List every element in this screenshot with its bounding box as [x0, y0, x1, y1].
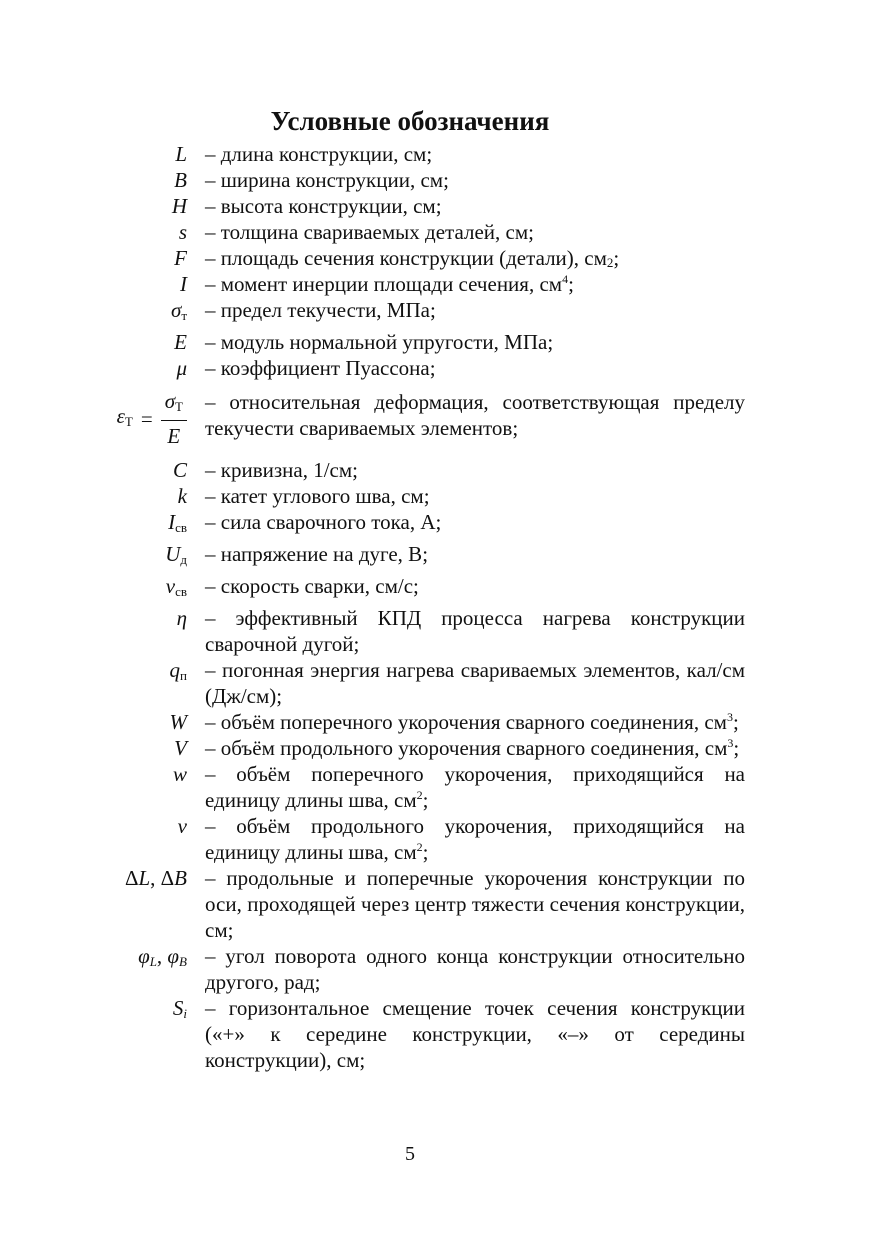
symbol-I-sv-sub: св [175, 520, 187, 535]
symbol-v-sv [80, 573, 205, 605]
symbol-q-p [80, 657, 205, 709]
symbol-sigma-t-main: σ [170, 298, 182, 322]
symbol-epsilon-formula [80, 389, 205, 449]
page-number: 5 [405, 1143, 415, 1165]
symbol-I-sv [80, 509, 205, 541]
definition-W [205, 709, 745, 735]
symbol-S-i-main: S [172, 996, 184, 1020]
definition-w [205, 761, 745, 813]
formula-lhs [117, 403, 133, 435]
list-item-v [80, 813, 745, 865]
fraction-numerator [161, 389, 187, 421]
symbol-k: k [177, 484, 187, 508]
definition-W-text: – объём поперечного укорочения сварного соединения, см [205, 710, 727, 734]
symbol-delta-sep: , [150, 866, 161, 890]
list-item-V [80, 735, 745, 761]
definition-w-text: – объём поперечного укорочения, приходящийся на единицу длины шва, см [205, 762, 745, 812]
symbol-eta: η [176, 606, 187, 630]
definition-F-sub: 2 [606, 255, 614, 270]
symbol-L: L [175, 142, 187, 166]
definition-w-end: ; [422, 788, 429, 812]
symbol-S-i-sub: i [183, 1006, 187, 1021]
definition-I [205, 271, 745, 297]
symbol-delta-L: L [138, 866, 151, 890]
definition-F [205, 245, 745, 271]
symbol-C: C [172, 458, 187, 482]
definition-sigma-t: – предел текучести, МПа; [205, 298, 436, 322]
symbol-q-p-main: q [169, 658, 181, 682]
list-item-C [80, 457, 745, 483]
symbol-delta-L-B [80, 865, 205, 943]
definition-U-d: – напряжение на дуге, В; [205, 542, 429, 566]
symbol-phi-1: φ [138, 944, 150, 968]
list-item-eta [80, 605, 745, 657]
fraction-numerator-sigma: σ [164, 389, 176, 413]
symbol-delta-1: Δ [124, 866, 139, 890]
definition-F-end: ; [613, 246, 620, 270]
symbol-I: I [180, 272, 187, 296]
page-title: Условные обозначения [270, 106, 550, 136]
notation-list [80, 141, 745, 1073]
symbol-v-sv-main: v [165, 574, 176, 598]
definition-q-p: – погонная энергия нагрева свариваемых элементов, кал/см (Дж/см); [205, 658, 745, 708]
definition-V-sup: 3 [727, 736, 734, 750]
definition-v-sup: 2 [416, 840, 423, 854]
list-item-H [80, 193, 745, 219]
symbol-delta-2: Δ [160, 866, 175, 890]
symbol-F: F [174, 246, 187, 270]
definition-V-end: ; [733, 736, 740, 760]
definition-mu: – коэффициент Пуассона; [205, 356, 436, 380]
list-item-I [80, 271, 745, 297]
symbol-I-sv-main: I [168, 510, 176, 534]
definition-S-i: – горизонтальное смещение точек сечения конструкции («+» к середине конструкции, «–» от середины конструкции), см; [205, 996, 745, 1072]
definition-I-sup: 4 [562, 272, 569, 286]
symbol-sigma-t-sub: т [181, 308, 187, 323]
symbol-q-p-sub: п [180, 668, 187, 683]
list-item-delta-L-B [80, 865, 745, 943]
formula-fraction [161, 389, 187, 449]
symbol-U-d-sub: д [180, 552, 187, 567]
definition-v-end: ; [422, 840, 429, 864]
list-item-q-p [80, 657, 745, 709]
definition-eta: – эффективный КПД процесса нагрева конструкции сварочной дугой; [205, 606, 745, 656]
definition-W-end: ; [732, 710, 739, 734]
list-item-B [80, 167, 745, 193]
symbol-v-sv-sub: св [175, 584, 187, 599]
definition-L: – длина конструкции, см; [205, 142, 433, 166]
list-item-U-d [80, 541, 745, 573]
list-item-phi [80, 943, 745, 995]
symbol-W: W [169, 710, 187, 734]
definition-epsilon: – относительная деформация, соответствующая пределу текучести свариваемых элементов; [205, 390, 745, 440]
definition-C: – кривизна, 1/см; [205, 458, 358, 482]
list-item-I-sv [80, 509, 745, 541]
definition-V [205, 735, 745, 761]
list-item-k [80, 483, 745, 509]
list-item-E [80, 329, 745, 355]
list-item-s [80, 219, 745, 245]
definition-v [205, 813, 745, 865]
definition-phi: – угол поворота одного конца конструкции относительно другого, рад; [205, 944, 745, 994]
symbol-B: B [174, 168, 187, 192]
symbol-s: s [178, 220, 187, 244]
definition-delta-L-B: – продольные и поперечные укорочения конструкции по оси, проходящей через центр тяжести сечения конструкции, см; [205, 866, 745, 942]
list-item-v-sv [80, 573, 745, 605]
symbol-U-d-main: U [165, 542, 181, 566]
definition-I-end: ; [568, 272, 574, 296]
formula-equals: = [140, 407, 153, 431]
definition-k: – катет углового шва, см; [205, 484, 430, 508]
symbol-phi-sub-B: B [179, 954, 187, 969]
symbol-phi-sub-L: L [149, 954, 157, 969]
symbol-phi-2: φ [167, 944, 180, 968]
definition-I-sv: – сила сварочного тока, А; [205, 510, 442, 534]
fraction-denominator: E [167, 424, 181, 448]
symbol-V: V [174, 736, 187, 760]
symbol-mu: μ [176, 356, 187, 380]
definition-H: – высота конструкции, см; [205, 194, 442, 218]
symbol-w: w [172, 762, 187, 786]
definition-s: – толщина свариваемых деталей, см; [205, 220, 534, 244]
list-item-F [80, 245, 745, 271]
definition-w-sup: 2 [416, 788, 423, 802]
list-item-epsilon [80, 389, 745, 449]
symbol-U-d [80, 541, 205, 573]
definition-W-sup: 3 [726, 710, 733, 724]
fraction-numerator-sub: Т [175, 399, 183, 414]
definition-v-text: – объём продольного укорочения, приходящийся на единицу длины шва, см [205, 814, 745, 864]
formula-epsilon-sub: Т [124, 414, 133, 429]
symbol-delta-B: B [174, 866, 187, 890]
symbol-phi-L-B [80, 943, 205, 995]
definition-B: – ширина конструкции, см; [205, 168, 449, 192]
symbol-phi-sep: , [156, 944, 168, 968]
formula-epsilon: ε [116, 404, 125, 428]
list-item-W [80, 709, 745, 735]
symbol-S-i [80, 995, 205, 1073]
list-item-sigma-t [80, 297, 745, 329]
list-item-S-i [80, 995, 745, 1073]
definition-v-sv: – скорость сварки, см/с; [205, 574, 419, 598]
definition-V-text: – объём продольного укорочения сварного соединения, см [205, 736, 728, 760]
definition-I-text: – момент инерции площади сечения, см [205, 272, 563, 296]
definition-E: – модуль нормальной упругости, МПа; [205, 330, 554, 354]
list-item-mu [80, 355, 745, 381]
symbol-H: H [171, 194, 187, 218]
symbol-sigma-t [80, 297, 205, 329]
symbol-E: E [174, 330, 187, 354]
list-item-L [80, 141, 745, 167]
definition-F-text: – площадь сечения конструкции (детали), см [205, 246, 607, 270]
symbol-v: v [177, 814, 187, 838]
list-item-w [80, 761, 745, 813]
